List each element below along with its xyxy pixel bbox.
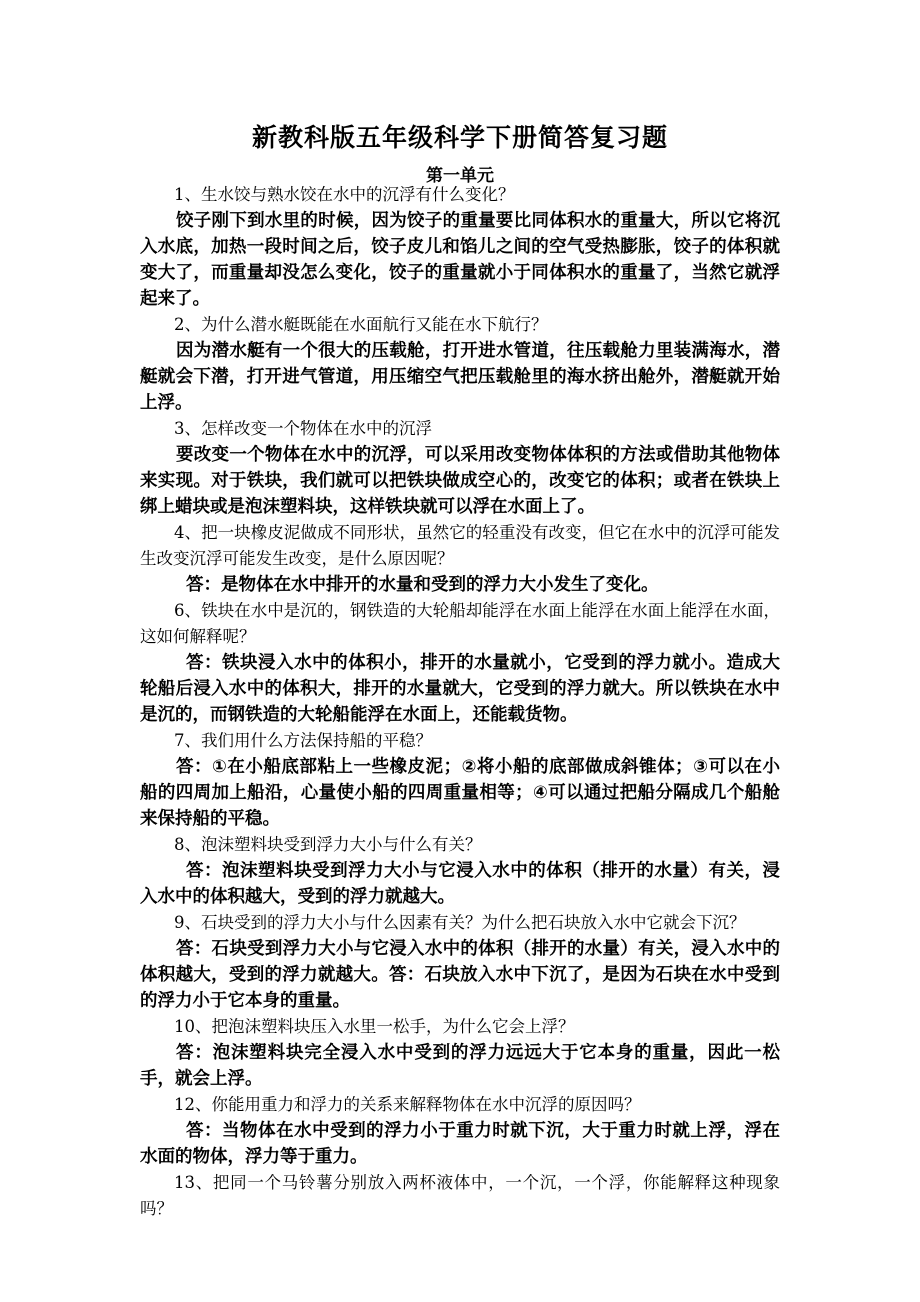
question-3: 3、怎样改变一个物体在水中的沉浮 (174, 419, 432, 438)
answer-7: 答：①在小船底部粘上一些橡皮泥；②将小船的底部做成斜锥体；③可以在小船的四周加上船沿，心量使小船的四周重量相等；④可以通过把船分隔成几个船舱来保持船的平稳。 (140, 757, 780, 829)
page-title: 新教科版五年级科学下册简答复习题 (251, 123, 668, 152)
document-body (140, 182, 780, 1222)
answer-2: 因为潜水艇有一个很大的压载舱，打开进水管道，往压载舱力里装满海水，潜艇就会下潜，打开进气管道，用压缩空气把压载舱里的海水挤出舱外，潜艇就开始上浮。 (140, 341, 780, 413)
question-10: 10、把泡沫塑料块压入水里一松手，为什么它会上浮？ (174, 1017, 575, 1036)
question-8: 8、泡沫塑料块受到浮力大小与什么有关？ (174, 835, 482, 854)
answer-1: 饺子刚下到水里的时候，因为饺子的重量要比同体积水的重量大，所以它将沉入水底，加热一段时间之后，饺子皮儿和馅儿之间的空气受热膨胀，饺子的体积就变大了，而重量却没怎么变化，饺子的重量就小于同体积水的重量了，当然它就浮起来了。 (140, 211, 780, 309)
answer-8: 答：泡沫塑料块受到浮力大小与它浸入水中的体积（排开的水量）有关，浸入水中的体积越大，受到的浮力就越大。 (140, 861, 780, 907)
section-heading: 第一单元 (426, 166, 494, 186)
question-2: 2、为什么潜水艇既能在水面航行又能在水下航行？ (174, 315, 548, 334)
question-7: 7、我们用什么方法保持船的平稳？ (174, 731, 432, 750)
question-9: 9、石块受到的浮力大小与什么因素有关？为什么把石块放入水中它就会下沉？ (174, 913, 746, 932)
question-13: 13、把同一个马铃薯分别放入两杯液体中，一个沉，一个浮，你能解释这种现象吗？ (140, 1173, 780, 1218)
question-6: 6、铁块在水中是沉的，钢铁造的大轮船却能浮在水面上能浮在水面上能浮在水面，这如何解释呢？ (140, 601, 780, 646)
answer-9: 答：石块受到浮力大小与它浸入水中的体积（排开的水量）有关，浸入水中的体积越大，受到的浮力就越大。答：石块放入水中下沉了，是因为石块在水中受到的浮力小于它本身的重量。 (140, 939, 780, 1011)
question-12: 12、你能用重力和浮力的关系来解释物体在水中沉浮的原因吗？ (174, 1095, 641, 1114)
answer-12: 答：当物体在水中受到的浮力小于重力时就下沉，大于重力时就上浮，浮在水面的物体，浮力等于重力。 (140, 1121, 780, 1167)
question-1: 1、生水饺与熟水饺在水中的沉浮有什么变化？ (174, 185, 515, 204)
answer-10: 答：泡沫塑料块完全浸入水中受到的浮力远远大于它本身的重量，因此一松手，就会上浮。 (140, 1043, 780, 1089)
answer-6: 答：铁块浸入水中的体积小，排开的水量就小，它受到的浮力就小。造成大轮船后浸入水中的体积大，排开的水量就大，它受到的浮力就大。所以铁块在水中是沉的，而钢铁造的大轮船能浮在水面上，还能载货物。 (140, 653, 780, 725)
question-4: 4、把一块橡皮泥做成不同形状，虽然它的轻重没有改变，但它在水中的沉浮可能发生改变沉浮可能发生改变，是什么原因呢？ (140, 523, 780, 568)
answer-4: 答：是物体在水中排开的水量和受到的浮力大小发生了变化。 (186, 575, 659, 595)
answer-3: 要改变一个物体在水中的沉浮，可以采用改变物体体积的方法或借助其他物体来实现。对于铁块，我们就可以把铁块做成空心的，改变它的体积；或者在铁块上绑上蜡块或是泡沫塑料块，这样铁块就可以浮在水面上了。 (140, 445, 780, 517)
